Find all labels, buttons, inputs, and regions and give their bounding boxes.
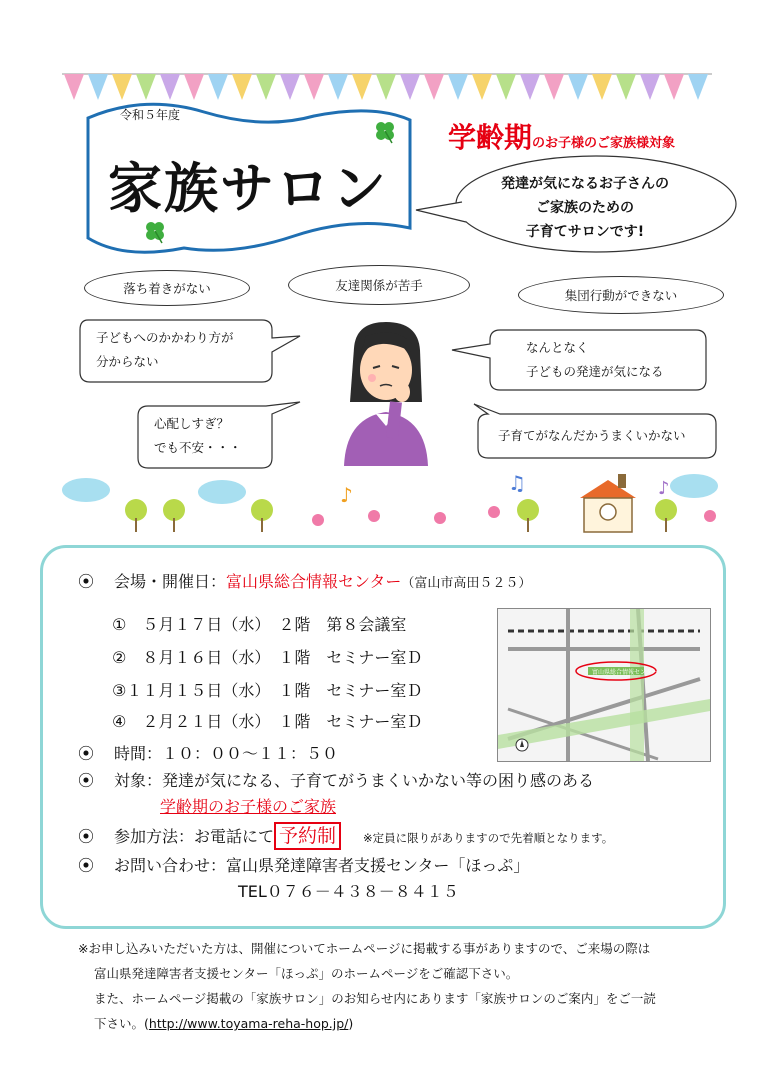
contact-row bbox=[78, 853, 529, 876]
date-row bbox=[112, 612, 406, 635]
tel-row bbox=[238, 879, 459, 902]
bullet-icon: ⦿ bbox=[78, 744, 95, 763]
svg-text:♫: ♫ bbox=[508, 472, 526, 495]
date-number: ① bbox=[112, 615, 127, 634]
worry-line: 分からない bbox=[96, 354, 159, 369]
date-place: １階 セミナー室Ｄ bbox=[262, 712, 423, 731]
date-text: ８月１６日（水） bbox=[126, 648, 263, 667]
footnote-line: また、ホームページ掲載の「家族サロン」のお知らせ内にあります「家族サロンのご案内」をご一読 bbox=[94, 991, 656, 1006]
date-number: ④ bbox=[112, 712, 127, 731]
date-text: １１月１５日（水） bbox=[126, 681, 263, 700]
tel-number: TEL０７６－４３８－８４１５ bbox=[238, 882, 459, 901]
apply-label: 参加方法：お電話にて bbox=[114, 827, 275, 846]
homepage-link[interactable]: http://www.toyama-reha-hop.jp/ bbox=[148, 1016, 349, 1031]
bullet-icon: ⦿ bbox=[78, 572, 95, 591]
intro-line: 子育てサロンです! bbox=[525, 224, 645, 240]
reservation-badge: 予約制 bbox=[274, 822, 341, 850]
worry-text: 集団行動ができない bbox=[564, 288, 678, 303]
target-text: 対象：発達が気になる、子育てがうまくいかない等の困り感のある bbox=[114, 771, 595, 790]
bullet-icon: ⦿ bbox=[78, 856, 95, 875]
contact-text: お問い合わせ：富山県発達障害者支援センター「ほっぷ」 bbox=[114, 856, 530, 875]
worry-line: なんとなく bbox=[526, 340, 589, 355]
footnote-text: ) bbox=[348, 1016, 354, 1031]
worry-line: 子どもへのかかわり方が bbox=[96, 330, 234, 345]
target-highlight-row bbox=[160, 794, 336, 817]
worry-bubble-text bbox=[498, 424, 686, 448]
bullet-icon: ⦿ bbox=[78, 827, 95, 846]
worry-bubble-text bbox=[96, 326, 234, 374]
venue-label: 会場・開催日： bbox=[114, 572, 227, 591]
date-place: １階 セミナー室Ｄ bbox=[262, 648, 423, 667]
venue-row bbox=[78, 569, 531, 592]
worry-bubble-text bbox=[154, 412, 242, 460]
date-row bbox=[112, 645, 422, 668]
footnote bbox=[78, 936, 718, 1036]
worried-parent-illustration bbox=[336, 318, 436, 466]
worry-line: でも不安・・・ bbox=[154, 440, 242, 455]
target-big: 学齢期 bbox=[448, 121, 533, 154]
page-title: 家族サロン bbox=[108, 157, 388, 220]
decorative-scenery bbox=[56, 472, 726, 538]
worry-line: 心配しすぎ？ bbox=[154, 416, 230, 431]
date-place: ２階 第８会議室 bbox=[262, 615, 407, 634]
worry-text: 友達関係が苦手 bbox=[335, 278, 423, 293]
venue-address: （富山市高田５２５） bbox=[401, 576, 532, 591]
date-number: ③ bbox=[112, 681, 127, 700]
footnote-line bbox=[78, 1011, 718, 1036]
date-place: １階 セミナー室Ｄ bbox=[262, 681, 423, 700]
target-row bbox=[78, 768, 594, 791]
footnote-text: 下さい。( bbox=[94, 1016, 149, 1031]
apply-note: ※定員に限りがありますので先着順となります。 bbox=[363, 831, 614, 845]
intro-line: ご家族のための bbox=[536, 200, 634, 216]
worry-line: 子育てがなんだかうまくいかない bbox=[498, 428, 686, 443]
target-small: のお子様のご家族様対象 bbox=[532, 136, 676, 151]
svg-text:♪: ♪ bbox=[340, 483, 353, 507]
venue-name: 富山県総合情報センター bbox=[226, 572, 402, 591]
date-number: ② bbox=[112, 648, 127, 667]
venue-map bbox=[497, 608, 711, 762]
footnote-line: 富山県発達障害者支援センター「ほっぷ」のホームページをご確認下さい。 bbox=[94, 966, 519, 981]
date-text: ２月２１日（水） bbox=[126, 712, 263, 731]
intro-line: 発達が気になるお子さんの bbox=[501, 176, 669, 192]
time-row bbox=[78, 741, 338, 764]
map-drawing bbox=[498, 609, 710, 761]
apply-row bbox=[78, 822, 613, 850]
worry-bubble-text bbox=[526, 336, 664, 384]
date-row bbox=[112, 678, 422, 701]
worry-text: 落ち着きがない bbox=[123, 281, 211, 296]
map-center-label: 富山県総合情報センター bbox=[592, 669, 658, 676]
bullet-icon: ⦿ bbox=[78, 771, 95, 790]
time-text: 時間：１０：００～１１：５０ bbox=[114, 744, 339, 763]
date-text: ５月１７日（水） bbox=[126, 615, 263, 634]
worry-line: 子どもの発達が気になる bbox=[526, 364, 664, 379]
svg-text:♪: ♪ bbox=[658, 478, 670, 499]
fiscal-year-label: 令和５年度 bbox=[120, 108, 181, 122]
footnote-line: ※お申し込みいただいた方は、開催についてホームページに掲載する事がありますので、ご来場の際は bbox=[78, 941, 651, 956]
date-row bbox=[112, 709, 422, 732]
target-highlight: 学齢期のお子様のご家族 bbox=[160, 797, 337, 816]
